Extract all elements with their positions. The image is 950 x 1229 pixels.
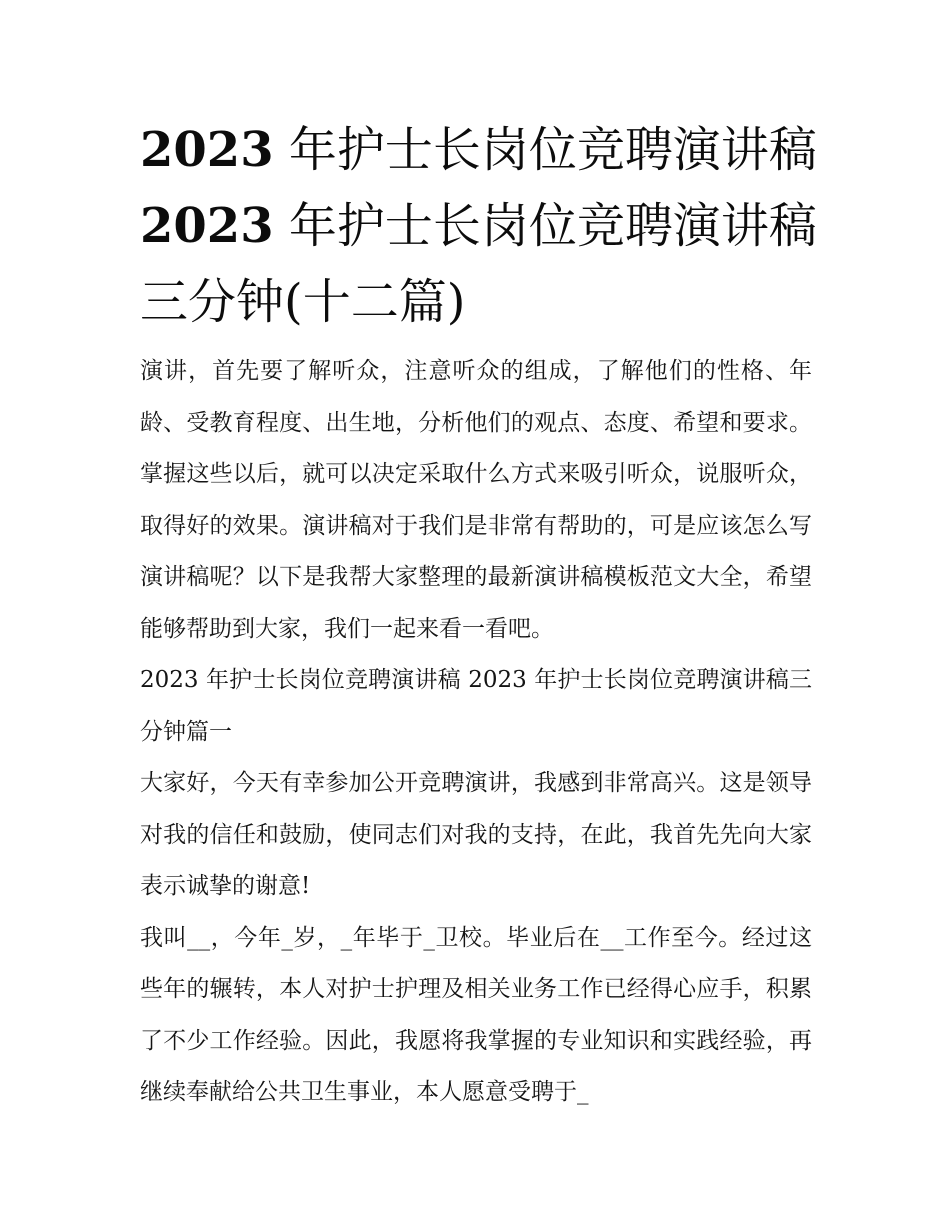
greeting-paragraph: 大家好，今天有幸参加公开竞聘演讲，我感到非常高兴。这是领导对我的信任和鼓励，使同志们对我的支持，在此，我首先先向大家表示诚挚的谢意! xyxy=(140,770,812,899)
section-heading: 2023 年护士长岗位竞聘演讲稿 2023 年护士长岗位竞聘演讲稿三分钟篇一 xyxy=(140,667,812,745)
document-title xyxy=(140,112,817,340)
title-line-1 xyxy=(140,112,817,188)
intro-paragraph: 演讲，首先要了解听众，注意听众的组成，了解他们的性格、年龄、受教育程度、出生地，分析他们的观点、态度、希望和要求。掌握这些以后，就可以决定采取什么方式来吸引听众，说服听众，取得好的效果。演讲稿对于我们是非常有帮助的，可是应该怎么写演讲稿呢？以下是我帮大家整理的最新演讲稿模板范文大全，希望能够帮助到大家，我们一起来看一看吧。 xyxy=(140,358,812,642)
title-line-2-year: 2023 xyxy=(140,198,274,254)
title-line-1-text: 年护士长岗位竞聘演讲稿 xyxy=(273,122,817,178)
title-line-2-text: 年护士长岗位竞聘演讲稿 xyxy=(273,198,817,254)
title-line-1-year: 2023 xyxy=(140,122,274,178)
title-line-3-text: 三分钟(十二篇) xyxy=(140,274,466,330)
title-line-2 xyxy=(140,188,817,264)
title-line-3 xyxy=(140,264,812,340)
document-body xyxy=(140,112,817,1119)
self-introduction-paragraph: 我叫__，今年_岁，_年毕于_卫校。毕业后在__工作至今。经过这些年的辗转，本人对护士护理及相关业务工作已经得心应手，积累了不少工作经验。因此，我愿将我掌握的专业知识和实践经验，再继续奉献给公共卫生事业，本人愿意受聘于_ xyxy=(140,924,812,1105)
